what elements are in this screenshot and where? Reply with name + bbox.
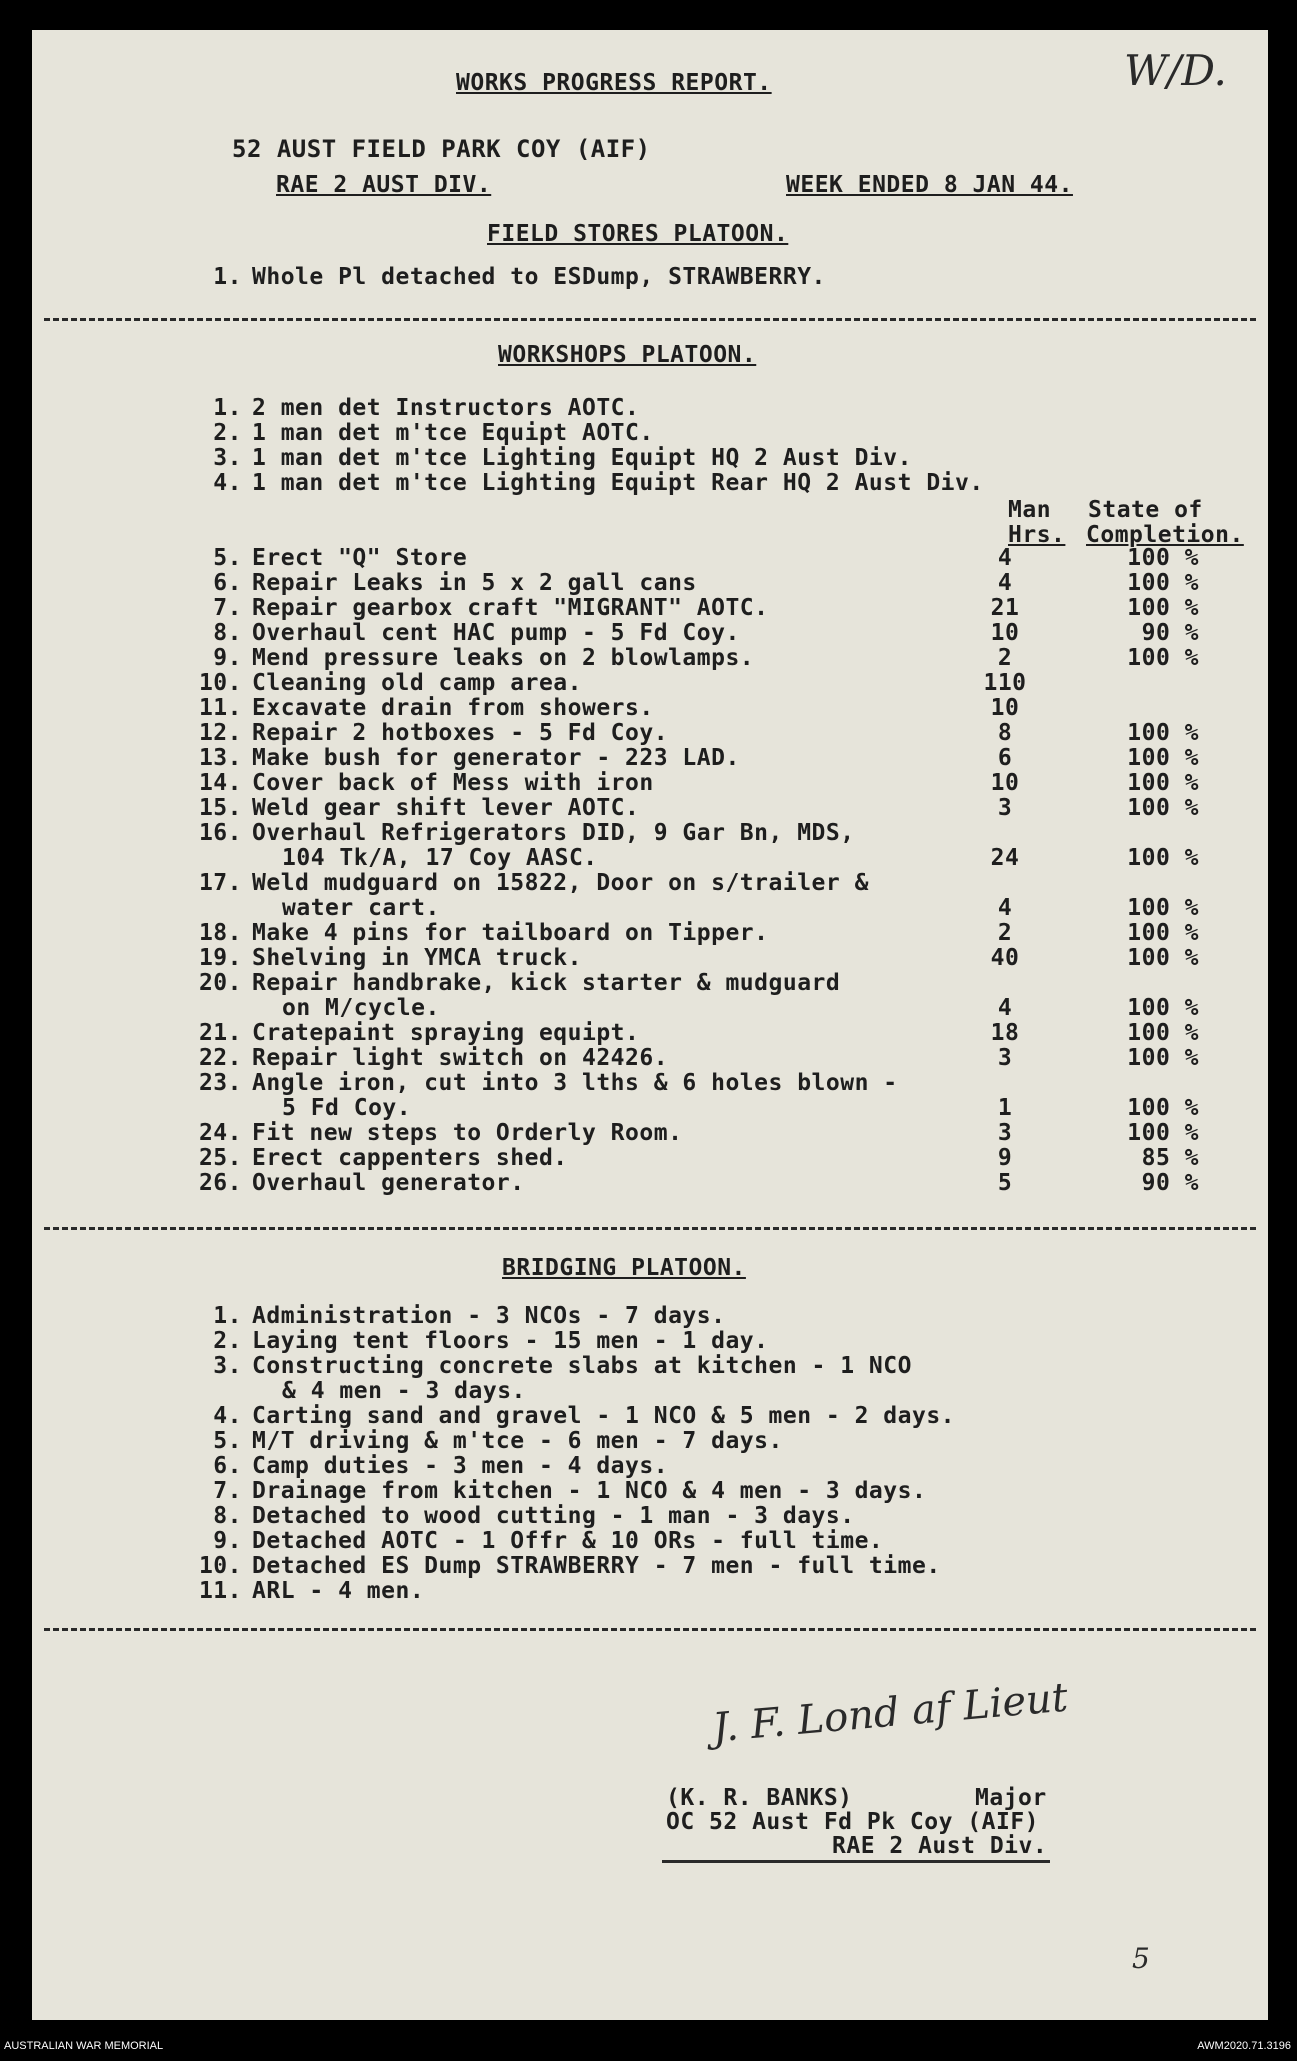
item-number: 3. <box>213 1353 242 1379</box>
column-header-man: Man <box>1008 497 1052 523</box>
item-description: Erect cappenters shed. <box>252 1145 568 1171</box>
man-hours-cell: 18 <box>990 1020 1020 1046</box>
column-header-hrs: Hrs. <box>1008 522 1066 548</box>
item-description: Cover back of Mess with iron <box>252 770 654 796</box>
man-hours-cell: 2 <box>997 920 1013 946</box>
item-description: Cleaning old camp area. <box>252 670 582 696</box>
item-number: 26. <box>198 1170 242 1196</box>
completion-cell: 100 % <box>1127 1120 1199 1146</box>
item-description: Angle iron, cut into 3 lths & 6 holes blown - <box>252 1070 898 1096</box>
item-description: Detached AOTC - 1 Offr & 10 ORs - full time. <box>252 1528 884 1554</box>
column-header-completion: Completion. <box>1086 522 1244 548</box>
completion-cell: 100 % <box>1127 720 1199 746</box>
item-description: Excavate drain from showers. <box>252 695 654 721</box>
completion-cell: 90 % <box>1141 1170 1199 1196</box>
item-number: 5. <box>213 1428 242 1454</box>
field-stores-heading: FIELD STORES PLATOON. <box>487 221 789 247</box>
section-divider <box>44 1628 1256 1631</box>
item-number: 2. <box>213 420 242 446</box>
item-description: Constructing concrete slabs at kitchen - 1 NCO <box>252 1353 912 1379</box>
completion-cell: 100 % <box>1127 570 1199 596</box>
man-hours-cell: 5 <box>997 1170 1013 1196</box>
item-number: 20. <box>198 970 242 996</box>
item-number: 9. <box>213 645 242 671</box>
unit-name: 52 AUST FIELD PARK COY (AIF) <box>232 135 651 163</box>
item-description: on M/cycle. <box>282 995 440 1021</box>
signatory-division: RAE 2 Aust Div. <box>832 1833 1048 1859</box>
section-divider <box>44 318 1256 321</box>
item-number: 11. <box>198 695 242 721</box>
completion-cell: 100 % <box>1127 745 1199 771</box>
item-number: 19. <box>198 945 242 971</box>
division-label: RAE 2 AUST DIV. <box>276 172 492 198</box>
archive-reference: AWM2020.71.3196 <box>1197 2040 1291 2052</box>
item-number: 4. <box>213 1403 242 1429</box>
man-hours-cell: 6 <box>997 745 1013 771</box>
document-page: W/D. WORKS PROGRESS REPORT. 52 AUST FIELD PARK COY (AIF) RAE 2 AUST DIV. WEEK ENDED 8 JAN 44. FIELD STORES PLATOON. 1. Whole Pl detached to ESDump, STRAWBERRY. WORKSHOPS PLATOON. Man Hrs. State of Completion. 1. 2 men det Instructors AOTC. 2. 1 man det m'tce Equipt AOTC. 3. 1 man det m'tce Lighting Equipt HQ 2 Aust Div. 4. 1 man det m'tce Lighting Equipt Rear HQ 2 Aust Div. 5. Erect "Q" Store 4 100 % 6. Repair Leaks in 5 x 2 gall cans 4 100 % 7. Repair gearbox craft "MIGRANT" AOTC. 21 100 % 8. Overhaul cent HAC pump - 5 Fd Coy. 10 90 % 9. Mend pressure leaks on 2 blowlamps. 2 100 % 10. Cleaning old camp area. 110 11. Excavate drain from showers. 10 12. Repair 2 hotboxes - 5 Fd Coy. 8 100 % 13. Make bush for generator - 223 LAD. 6 100 % 14. Cover back of Mess with iron 10 100 % 15. Weld gear shift lever AOTC. 3 100 % 16. Overhaul Refrigerators DID, 9 Gar Bn, MDS, 104 Tk/A, 17 Coy AASC. 24 100 % 17. Weld mudguard on 15822, Door on s/trailer & water cart. 4 100 % 18. Make 4 pins for tailboard on Tipper. 2 100 % 19. Shelving in YMCA truck. 40 100 % 20. Repair handbrake, kick starter & mudguard on M/cycle. 4 100 % 21. Cratepaint spraying equipt. 18 100 % 22. Repair light switch on 42426. 3 100 % 23. Angle iron, cut into 3 lths & 6 holes blown - 5 Fd Coy. 1 100 % 24. Fit new steps to Orderly Room. 3 100 % 25. Erect cappenters shed. 9 85 % 26. Overhaul generator. 5 90 % BRIDGING PLATOON. 1. Administration - 3 NCOs - 7 days. 2. Laying tent floors - 15 men - 1 day. 3. Constructing concrete slabs at kitchen - 1 NCO & 4 men - 3 days. 4. Carting sand and gravel - 1 NCO & 5 men - 2 days. 5. M/T driving & m'tce - 6 men - 7 days. 6. Camp duties - 3 men - 4 days. 7. Drainage from kitchen - 1 NCO & 4 men - 3 days. 8. Detached to wood cutting - 1 man - 3 days. 9. Detached AOTC - 1 Offr & 10 ORs - full time. 10. Detached ES Dump STRAWBERRY - 7 men - full time. 11. ARL - 4 men. J. F. Lond af Lieut (K. R. BANKS) Major OC 52 Aust Fd Pk Coy (AIF) RAE 2 Aust Div. 5 <box>32 30 1268 2020</box>
item-description: Shelving in YMCA truck. <box>252 945 582 971</box>
item-number: 10. <box>198 1553 242 1579</box>
completion-cell: 100 % <box>1127 995 1199 1021</box>
man-hours-cell: 3 <box>997 795 1013 821</box>
item-description: M/T driving & m'tce - 6 men - 7 days. <box>252 1428 783 1454</box>
man-hours-cell: 9 <box>997 1145 1013 1171</box>
signatory-rank: Major <box>975 1785 1047 1811</box>
signatory-role: OC 52 Aust Fd Pk Coy (AIF) <box>666 1809 1040 1835</box>
item-description: Erect "Q" Store <box>252 545 468 571</box>
man-hours-cell: 4 <box>997 895 1013 921</box>
completion-cell: 100 % <box>1127 595 1199 621</box>
item-number: 25. <box>198 1145 242 1171</box>
man-hours-cell: 10 <box>990 620 1020 646</box>
item-number: 8. <box>213 620 242 646</box>
item-number: 17. <box>198 870 242 896</box>
item-number: 4. <box>213 470 242 496</box>
signature-underline <box>662 1860 1050 1863</box>
completion-cell: 100 % <box>1127 645 1199 671</box>
item-number: 15. <box>198 795 242 821</box>
item-description: Administration - 3 NCOs - 7 days. <box>252 1303 726 1329</box>
item-description: Fit new steps to Orderly Room. <box>252 1120 683 1146</box>
man-hours-cell: 4 <box>997 570 1013 596</box>
signatory-name: (K. R. BANKS) <box>666 1785 853 1811</box>
report-title: WORKS PROGRESS REPORT. <box>456 70 772 96</box>
item-number: 5. <box>213 545 242 571</box>
item-number: 21. <box>198 1020 242 1046</box>
item-number: 7. <box>213 1478 242 1504</box>
man-hours-cell: 2 <box>997 645 1013 671</box>
item-description: Overhaul Refrigerators DID, 9 Gar Bn, MDS, <box>252 820 855 846</box>
item-number: 6. <box>213 570 242 596</box>
item-description: Repair gearbox craft "MIGRANT" AOTC. <box>252 595 769 621</box>
item-description: ARL - 4 men. <box>252 1578 425 1604</box>
item-description: Repair handbrake, kick starter & mudguard <box>252 970 841 996</box>
man-hours-cell: 110 <box>983 670 1027 696</box>
man-hours-cell: 24 <box>990 845 1020 871</box>
man-hours-cell: 4 <box>997 545 1013 571</box>
item-description: Repair light switch on 42426. <box>252 1045 669 1071</box>
man-hours-cell: 1 <box>997 1095 1013 1121</box>
item-description: Make 4 pins for tailboard on Tipper. <box>252 920 769 946</box>
workshops-heading: WORKSHOPS PLATOON. <box>498 342 757 368</box>
item-description: Repair 2 hotboxes - 5 Fd Coy. <box>252 720 669 746</box>
man-hours-cell: 3 <box>997 1045 1013 1071</box>
completion-cell: 100 % <box>1127 1020 1199 1046</box>
completion-cell: 100 % <box>1127 1045 1199 1071</box>
item-description: Make bush for generator - 223 LAD. <box>252 745 740 771</box>
item-description: 1 man det m'tce Lighting Equipt Rear HQ 2 Aust Div. <box>252 470 984 496</box>
item-description: Laying tent floors - 15 men - 1 day. <box>252 1328 769 1354</box>
completion-cell: 100 % <box>1127 845 1199 871</box>
item-description: Weld mudguard on 15822, Door on s/trailer & <box>252 870 869 896</box>
item-description: Weld gear shift lever AOTC. <box>252 795 640 821</box>
item-number: 9. <box>213 1528 242 1554</box>
item-description: Overhaul generator. <box>252 1170 525 1196</box>
completion-cell: 90 % <box>1141 620 1199 646</box>
item-description: 1 man det m'tce Lighting Equipt HQ 2 Aust Div. <box>252 445 912 471</box>
item-number: 1. <box>213 395 242 421</box>
man-hours-cell: 3 <box>997 1120 1013 1146</box>
item-description: Mend pressure leaks on 2 blowlamps. <box>252 645 755 671</box>
item-number: 3. <box>213 445 242 471</box>
item-description: 2 men det Instructors AOTC. <box>252 395 640 421</box>
completion-cell: 100 % <box>1127 1095 1199 1121</box>
item-number: 16. <box>198 820 242 846</box>
archive-credit: AUSTRALIAN WAR MEMORIAL <box>4 2040 164 2052</box>
page-number-mark: 5 <box>1132 1942 1150 1975</box>
man-hours-cell: 21 <box>990 595 1020 621</box>
man-hours-cell: 8 <box>997 720 1013 746</box>
item-description: Drainage from kitchen - 1 NCO & 4 men - 3 days. <box>252 1478 927 1504</box>
completion-cell: 100 % <box>1127 920 1199 946</box>
item-description: water cart. <box>282 895 440 921</box>
week-ended-label: WEEK ENDED 8 JAN 44. <box>786 172 1073 198</box>
item-number: 2. <box>213 1328 242 1354</box>
bridging-heading: BRIDGING PLATOON. <box>502 1255 746 1281</box>
item-number: 24. <box>198 1120 242 1146</box>
item-description: & 4 men - 3 days. <box>282 1378 526 1404</box>
item-description: Detached to wood cutting - 1 man - 3 days. <box>252 1503 855 1529</box>
item-number: 18. <box>198 920 242 946</box>
item-description: 5 Fd Coy. <box>282 1095 412 1121</box>
man-hours-cell: 10 <box>990 695 1020 721</box>
item-number: 1. <box>213 1303 242 1329</box>
item-number: 11. <box>198 1578 242 1604</box>
section-divider <box>44 1227 1256 1230</box>
completion-cell: 100 % <box>1127 895 1199 921</box>
completion-cell: 100 % <box>1127 545 1199 571</box>
man-hours-cell: 4 <box>997 995 1013 1021</box>
item-number: 8. <box>213 1503 242 1529</box>
man-hours-cell: 40 <box>990 945 1020 971</box>
handwritten-corner-mark: W/D. <box>1124 46 1227 95</box>
item-description: Carting sand and gravel - 1 NCO & 5 men - 2 days. <box>252 1403 956 1429</box>
completion-cell: 100 % <box>1127 795 1199 821</box>
item-number: 14. <box>198 770 242 796</box>
item-number: 13. <box>198 745 242 771</box>
item-description: 1 man det m'tce Equipt AOTC. <box>252 420 654 446</box>
item-description: Camp duties - 3 men - 4 days. <box>252 1453 669 1479</box>
item-number: 10. <box>198 670 242 696</box>
item-description: Cratepaint spraying equipt. <box>252 1020 640 1046</box>
completion-cell: 85 % <box>1141 1145 1199 1171</box>
item-number: 12. <box>198 720 242 746</box>
man-hours-cell: 10 <box>990 770 1020 796</box>
column-header-state: State of <box>1088 497 1203 523</box>
item-number: 6. <box>213 1453 242 1479</box>
completion-cell: 100 % <box>1127 770 1199 796</box>
item-number: 7. <box>213 595 242 621</box>
completion-cell: 100 % <box>1127 945 1199 971</box>
item-number: 23. <box>198 1070 242 1096</box>
item-description: 104 Tk/A, 17 Coy AASC. <box>282 845 598 871</box>
item-description: Overhaul cent HAC pump - 5 Fd Coy. <box>252 620 740 646</box>
handwritten-signature: J. F. Lond af Lieut <box>710 1674 1070 1752</box>
item-description: Detached ES Dump STRAWBERRY - 7 men - full time. <box>252 1553 941 1579</box>
item-description: Repair Leaks in 5 x 2 gall cans <box>252 570 697 596</box>
item-number: 22. <box>198 1045 242 1071</box>
